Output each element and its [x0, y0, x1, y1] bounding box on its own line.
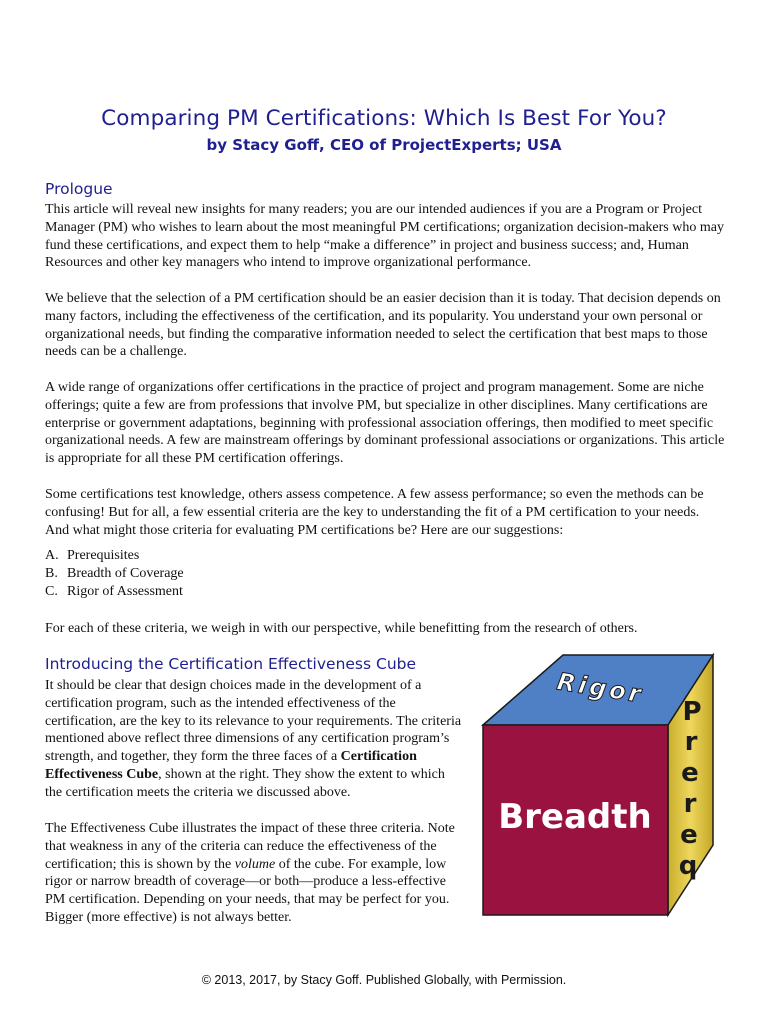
prologue-paragraph-1: This article will reveal new insights for many readers; you are our intended audiences if you are a Program or Project Manager (PM) who wishes to learn about the most meaningful PM certifications; organization decision-makers who may fund these certifications, and expect them to help “make a difference” in project and business success; and, Human Resources and other key managers who intend to improve organizational performance. [45, 202, 724, 271]
cube-rigor-label: Rigor [555, 667, 646, 709]
cube-paragraph-2-start: The Effectiveness Cube illustrates the impact of these three criteria. Note that weakness in any of the criteria can reduce the effectiveness of the certification; this is shown by the [45, 821, 455, 872]
list-item [45, 565, 184, 583]
cube-paragraph-1-end: , shown at the right. They show the extent to which the certification meets the criteria we discussed above. [45, 766, 445, 800]
cube-prereq-letter: q [678, 851, 698, 881]
list-item [45, 583, 184, 601]
article-byline: by Stacy Goff, CEO of ProjectExperts; USA [206, 136, 562, 154]
cube-breadth-label: Breadth [498, 797, 652, 837]
prologue-paragraph-5: For each of these criteria, we weigh in with our perspective, while benefitting from the research of others. [45, 621, 638, 636]
cube-prereq-letter: r [683, 789, 697, 819]
cube-prereq-letter: e [680, 820, 698, 850]
list-item-text: Breadth of Coverage [67, 565, 184, 581]
criteria-list [45, 547, 184, 600]
cube-paragraph-1 [45, 677, 463, 802]
copyright-footer: © 2013, 2017, by Stacy Goff. Published Globally, with Permission. [201, 973, 567, 987]
prologue-paragraph-4: Some certifications test knowledge, others assess competence. A few assess performance; so even the methods can be confusing! But for all, a few essential criteria are the key to understanding the fit of a PM certification to your needs. And what might those criteria for evaluating PM certifications be? Here are our suggestions: [45, 487, 704, 538]
list-item-text: Rigor of Assessment [67, 583, 183, 599]
list-item-letter: C. [45, 583, 58, 599]
article-title: Comparing PM Certifications: Which Is Best For You? [101, 106, 667, 131]
cube-paragraph-1-start: It should be clear that design choices made in the development of a certification program, such as the intended effectiveness of the certification, are the key to its relevance to your requirements. The criteria mentioned above reflect three dimensions of any certification program’s strength, and together, they form the three faces of a [45, 678, 462, 765]
volume-italic: volume [234, 856, 276, 872]
cube-name-bold: Certification Effectiveness Cube [45, 749, 417, 782]
list-item-text: Prerequisites [67, 548, 140, 563]
list-item-letter: B. [45, 565, 58, 581]
cube-prereq-letter: e [681, 758, 699, 788]
cube-paragraph-2-end: of the cube. For example, low rigor or narrow breadth of coverage—or both—produce a less-effective PM certification. Depending on your needs, that may be perfect for you. Bigger (more effective) is not always better. [45, 856, 450, 925]
cube-paragraph-2 [45, 820, 463, 927]
cube-section-heading: Introducing the Certification Effectiveness Cube [45, 655, 417, 673]
list-item-letter: A. [45, 548, 59, 563]
list-item [45, 547, 184, 565]
prologue-paragraph-2: We believe that the selection of a PM certification should be an easier decision than it is today. That decision depends on many factors, including the effectiveness of the certification, and its popularity. You understand your own personal or organizational needs, but finding the comparative information needed to select the certification that best maps to those needs can be a challenge. [45, 291, 721, 360]
prologue-heading: Prologue [45, 180, 113, 198]
cube-prereq-letter: P [682, 697, 702, 727]
cube-prereq-letter: r [684, 727, 698, 757]
effectiveness-cube-figure [478, 650, 728, 920]
prologue-paragraph-3: A wide range of organizations offer certifications in the practice of project and program management. Some are niche offerings; quite a few are from professions that involve PM, but specialize in other disciplines. Many certifications are enterprise or government adaptations, beginning with professional association offerings, then modified to meet specific organizational needs. A few are mainstream offerings by dominant professional associations or organizations. This article is appropriate for all these PM certification offerings. [45, 380, 725, 467]
